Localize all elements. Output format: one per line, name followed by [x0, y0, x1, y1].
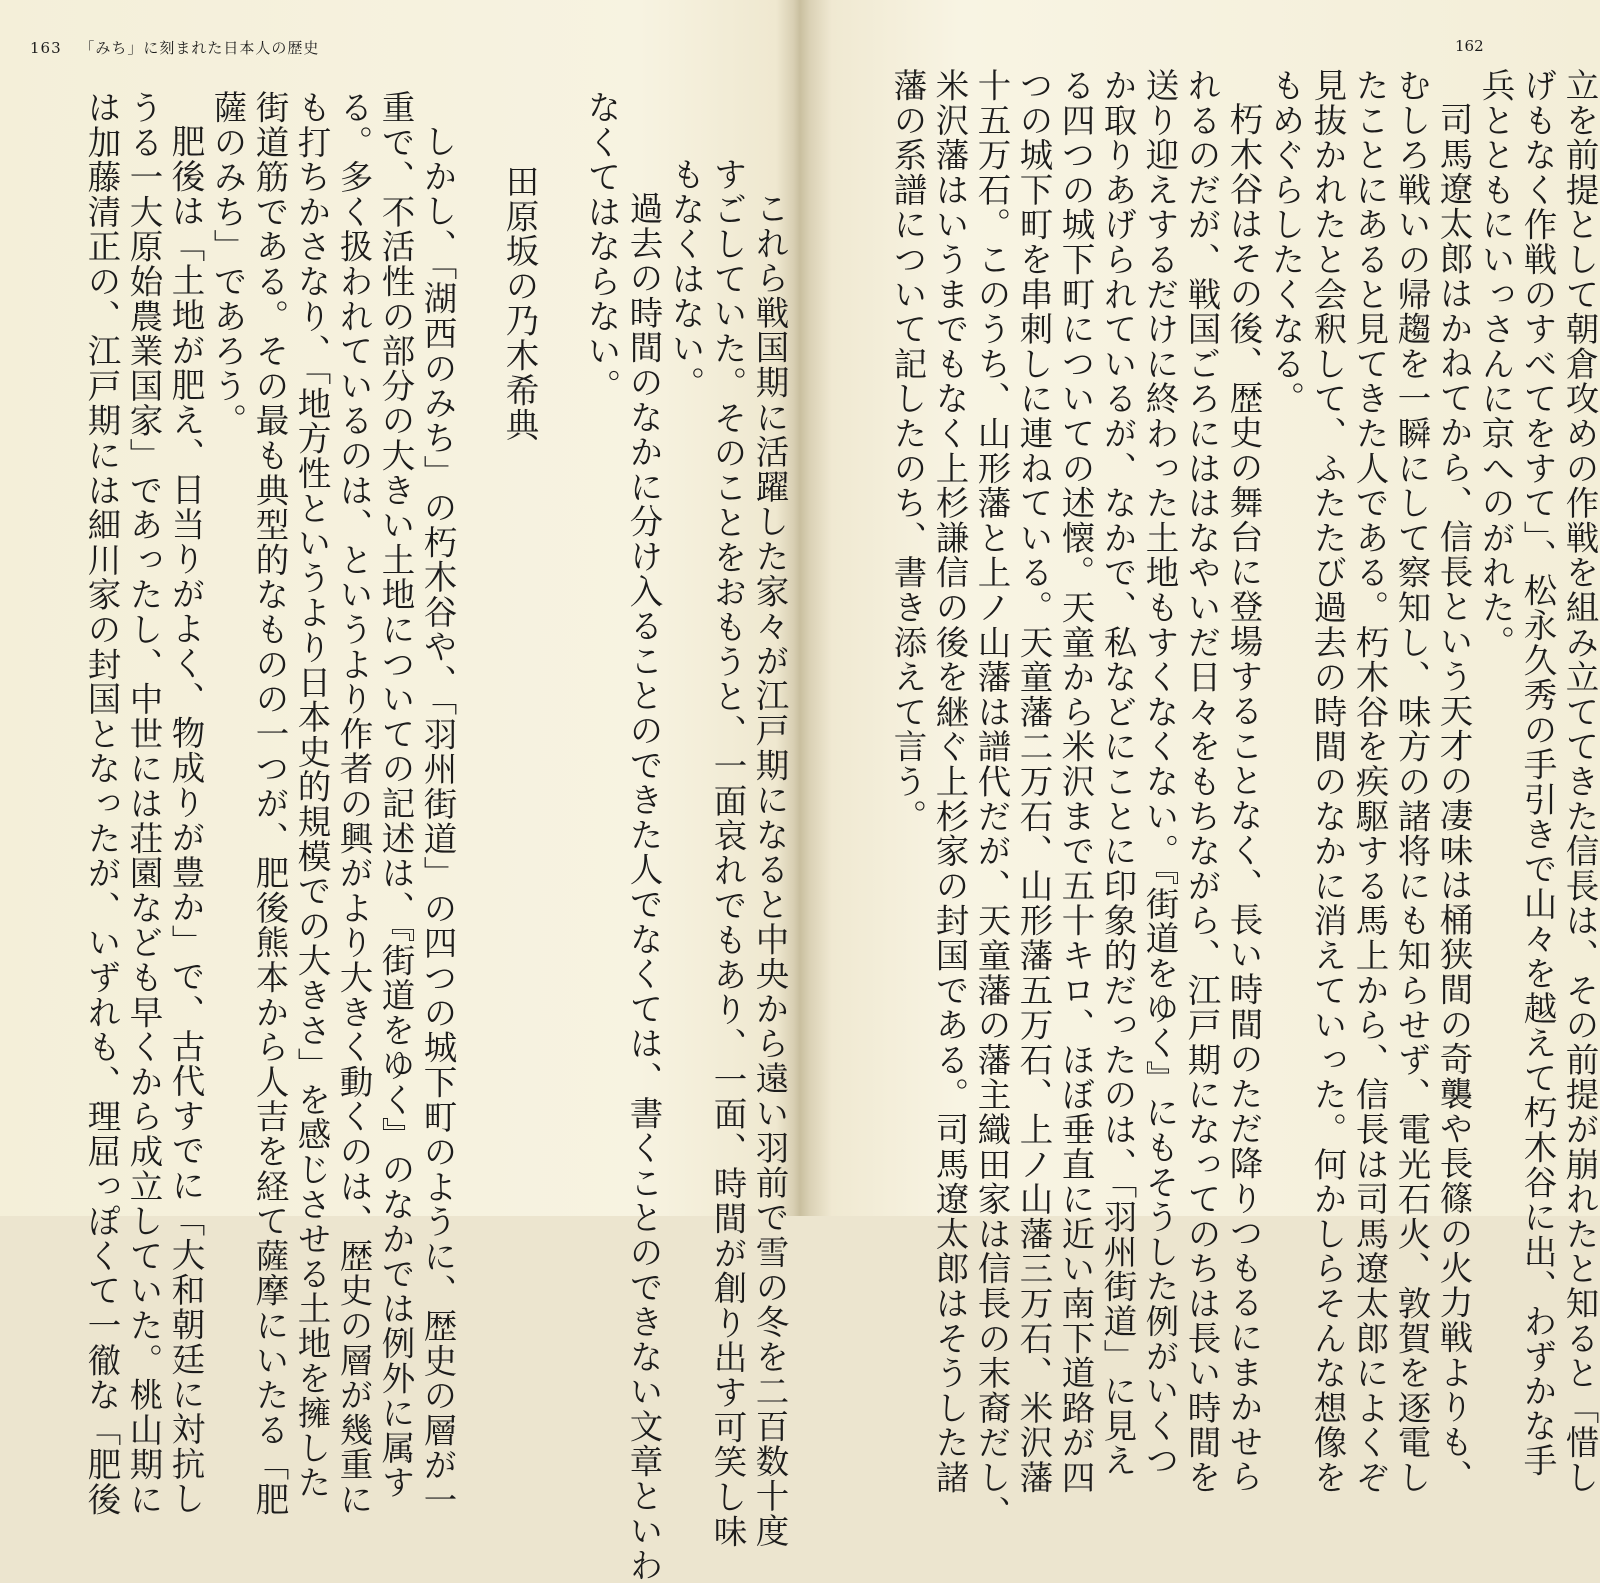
running-title: 「みち」に刻まれた日本人の歴史	[79, 39, 320, 57]
text-line: うる一大原始農業国家」であったし、中世には荘園なども早くから成立していた。桃山期に	[124, 90, 163, 1517]
right-page	[810, 0, 1600, 1530]
text-line: か取りあげられているが、なかで、私などにことに印象的だったのは、「羽州街道」に見え	[1098, 68, 1137, 1479]
text-line: 藩の系譜について記したのち、書き添えて言う。	[888, 68, 927, 834]
text-line: 薩のみち」であろう。	[208, 90, 247, 438]
text-line: 送り迎えするだけに終わった土地もすくなくない。『街道をゆく』にもそうした例がいくつ	[1140, 68, 1179, 1479]
left-page-text	[0, 90, 790, 1583]
text-line: も打ちかさなり、「地方性というより日本史的規模での大きさ」を感じさせる土地を擁した	[292, 90, 331, 1501]
spacer	[458, 90, 498, 1210]
left-page-header	[30, 37, 319, 58]
text-line: る四つの城下町についての述懐。天童から米沢まで五十キロ、ほぼ垂直に近い南下道路が四	[1056, 68, 1095, 1495]
section-heading: 田原坂の乃木希典	[500, 163, 539, 443]
text-line: なくてはならない。	[582, 90, 621, 404]
text-line: 見抜かれたと会釈して、ふたたび過去の時間のなかに消えていった。何かしらそんな想像を	[1308, 68, 1347, 1495]
text-line: る。多く扱われているのは、というより作者の興がより大きく動くのは、歴史の層が幾重に	[334, 90, 373, 1517]
spacer	[540, 90, 580, 1210]
text-line: げもなく作戦のすべてをすて」、松永久秀の手引きで山々を越えて朽木谷に出、わずかな手	[1518, 68, 1557, 1479]
left-page	[0, 0, 790, 1583]
text-line: しかし、「湖西のみち」の朽木谷や、「羽州街道」の四つの城下町のように、歴史の層が一	[418, 123, 457, 1517]
right-page-number: 162	[1455, 37, 1484, 55]
text-line: 立を前提として朝倉攻めの作戦を組み立ててきた信長は、その前提が崩れたと知ると「惜し	[1560, 68, 1599, 1495]
text-line: もめぐらしたくなる。	[1266, 68, 1305, 416]
text-line: むしろ戦いの帰趨を一瞬にして察知し、味方の諸将にも知らせず、電光石火、敦賀を逐電し	[1392, 68, 1431, 1495]
text-line: たことにあると見てきた人である。朽木谷を疾駆する馬上から、信長は司馬遼太郎によくぞ	[1350, 68, 1389, 1495]
text-line: 肥後は「土地が肥え、日当りがよく、物成りが豊か」で、古代すでに「大和朝廷に対抗し	[166, 123, 205, 1516]
text-line: は加藤清正の、江戸期には細川家の封国となったが、いずれも、理屈っぽくて一徹な「肥後	[82, 90, 121, 1517]
text-line: れるのだが、戦国ごろにははなやいだ日々をもちながら、江戸期になってのちは長い時間を	[1182, 68, 1221, 1495]
text-line: 朽木谷はその後、歴史の舞台に登場することなく、長い時間のただ降りつもるにまかせら	[1224, 101, 1263, 1494]
text-line: 司馬遼太郎はかねてから、信長という天才の凄味は桶狭間の奇襲や長篠の火力戦よりも、	[1434, 101, 1473, 1494]
text-line: 米沢藩はいうまでもなく上杉謙信の後を継ぐ上杉家の封国である。司馬遼太郎はそうした諸	[930, 68, 969, 1495]
quote-line: これら戦国期に活躍した家々が江戸期になると中央から遠い羽前で雪の冬を二百数十度	[750, 190, 789, 1548]
text-line: 重で、不活性の部分の大きい土地についての記述は、『街道をゆく』のなかでは例外に属す	[376, 90, 415, 1501]
quote-line: すごしていた。そのことをおもうと、一面哀れでもあり、一面、時間が創り出す可笑し味	[708, 157, 747, 1549]
quote-line: もなくはない。	[666, 157, 705, 401]
text-line: つの城下町を串刺しに連ねている。天童藩二万石、山形藩五万石、上ノ山藩三万石、米沢藩	[1014, 68, 1053, 1495]
text-line: 街道筋である。その最も典型的なものの一つが、肥後熊本から人吉を経て薩摩にいたる「肥	[250, 90, 289, 1517]
left-page-number: 163	[30, 39, 62, 57]
text-line: 兵とともにいっさんに京へのがれた。	[1476, 68, 1515, 660]
text-line: 過去の時間のなかに分け入ることのできた人でなくては、書くことのできない文章といわ	[624, 190, 663, 1583]
right-page-text	[888, 68, 1600, 1530]
text-line: 十五万石。このうち、山形藩と上ノ山藩は譜代だが、天童藩の藩主織田家は信長の末裔だし、	[972, 68, 1011, 1530]
